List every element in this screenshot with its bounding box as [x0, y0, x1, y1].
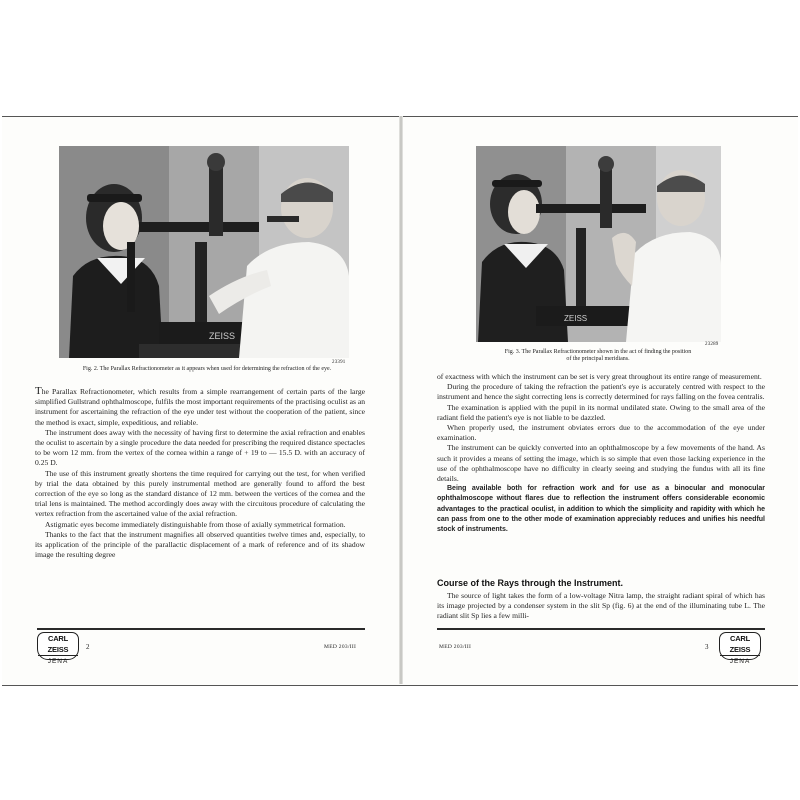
left-paragraph-2: The instrument does away with the necessity of having first to determine the axial refraction and enables the oculist to ascertain by a single procedure the data needed for prescribing the required distance spectacles to be worn 12 mm. from the vertex of the cornea within a range of + 19 to — 15.5 D. with an accuracy of 0.25 D. — [35, 427, 365, 468]
carl-zeiss-logo-left — [37, 632, 79, 665]
left-page — [2, 116, 399, 684]
right-paragraph-4: When properly used, the instrument obviates errors due to the accommodation of the eye under examination. — [437, 423, 765, 443]
logo-line-2-right: JENA — [729, 658, 751, 665]
figure-2-illustration — [59, 146, 349, 358]
right-paragraph-5: The instrument can be quickly converted into an ophthalmoscope by a few movements of the hand. As such it provides a means of setting the image, which is so simple that even those lacking experience in the use of the ophthalmoscope have no difficulty in clearly seeing and studying the fundus with all its fine details. — [437, 443, 765, 484]
left-paragraph-3: The use of this instrument greatly shortens the time required for carrying out the test, for when verified by trial the data obtained by this purely instrumental method are generally found to afford the best correction of the eye so long as the standard distance of 12 mm. between the vertices of the cornea and the trial lens is maintained. The method accordingly does away with the circuitous procedure of calculating the vertex refraction from the ascertained value of the axial refraction. — [35, 468, 365, 519]
section-heading: Course of the Rays through the Instrument. — [437, 578, 624, 588]
left-paragraph-5: Thanks to the fact that the instrument magnifies all observed quantities twelve times and, especially, to its application of the principle of the parallactic displacement of a mark of reference and of its shadow image the resulting degree — [35, 529, 365, 560]
carl-zeiss-logo-right — [719, 632, 761, 665]
left-body-text — [35, 387, 365, 560]
left-paragraph-1 — [35, 387, 365, 428]
figure-3-photo — [476, 146, 721, 342]
dropcap-letter: T — [35, 385, 42, 397]
right-paragraph-3: The examination is applied with the pupil in its normal undilated state. Owing to the small area of the radiant field the patient's eye is not liable to be dazzled. — [437, 402, 765, 422]
right-body-text — [437, 372, 765, 535]
logo-line-2: JENA — [47, 658, 69, 665]
right-paragraph-1: of exactness with which the instrument can be set is very great throughout its entire range of measurement. — [437, 372, 762, 381]
figure-3-caption — [463, 349, 733, 363]
right-paragraph-2: During the procedure of taking the refraction the patient's eye is accurately centred with respect to the instrument and hence the sight correcting lens is correctly determined for rays falling on the fovea centralis. — [437, 382, 765, 402]
page-number-left: 2 — [86, 643, 90, 651]
figure-3-caption-line-2: of the principal meridians. — [566, 356, 630, 362]
right-page — [403, 116, 798, 684]
doc-code-right: MED 203/III — [439, 644, 472, 650]
right-footer-rule — [437, 628, 765, 630]
left-footer-rule — [37, 628, 365, 630]
logo-line-1-right: CARL ZEISS — [720, 633, 760, 656]
figure-2-number: 23391 — [332, 360, 346, 365]
embossed-zeiss-3: ZEISS — [564, 314, 588, 323]
figure-3-illustration — [476, 146, 721, 342]
logo-line-1: CARL ZEISS — [38, 633, 78, 656]
left-paragraph-4: Astigmatic eyes become immediately distinguishable from those of axially symmetrical formation. — [45, 519, 346, 529]
figure-3-number: 23289 — [705, 342, 719, 347]
left-paragraph-1-text: he Parallax Refractionometer, which results from a simple rearrangement of certain parts of the large simplified Gullstrand ophthalmoscope, fulfils the most important requirements of the practising oculist as an instrument for ascertaining the refraction of the eye under test without the cooperation of the patient, since the method is exact, simple, expeditious, and reliable. — [35, 387, 365, 427]
doc-code-left: MED 203/III — [324, 644, 357, 650]
figure-2-caption: Fig. 2. The Parallax Refractionometer as it appears when used for determining the refraction of the eye. — [82, 366, 332, 372]
figure-3-caption-line-1: Fig. 3. The Parallax Refractionometer shown in the act of finding the position — [504, 349, 692, 355]
right-final-paragraph: The source of light takes the form of a low-voltage Nitra lamp, the straight radiant spiral of which has its image projected by a condenser system in the slit Sp (fig. 6) at the end of the illuminating tube L. The radiant slit Sp lies a few milli- — [437, 591, 765, 621]
right-bold-paragraph: Being available both for refraction work and for use as a binocular and monocular ophthalmoscope without flares due to reflection the instrument offers considerable economic advantages to the practical oculist, in addition to which the simplicity and rapidity with which he can pass from one to the other mode of examination appreciably reduces and unifies his needful stock of instruments. — [437, 485, 765, 534]
embossed-zeiss-2: ZEISS — [209, 331, 236, 341]
right-final-text — [437, 591, 765, 622]
figure-2-photo — [59, 146, 349, 358]
page-number-right: 3 — [705, 643, 709, 651]
